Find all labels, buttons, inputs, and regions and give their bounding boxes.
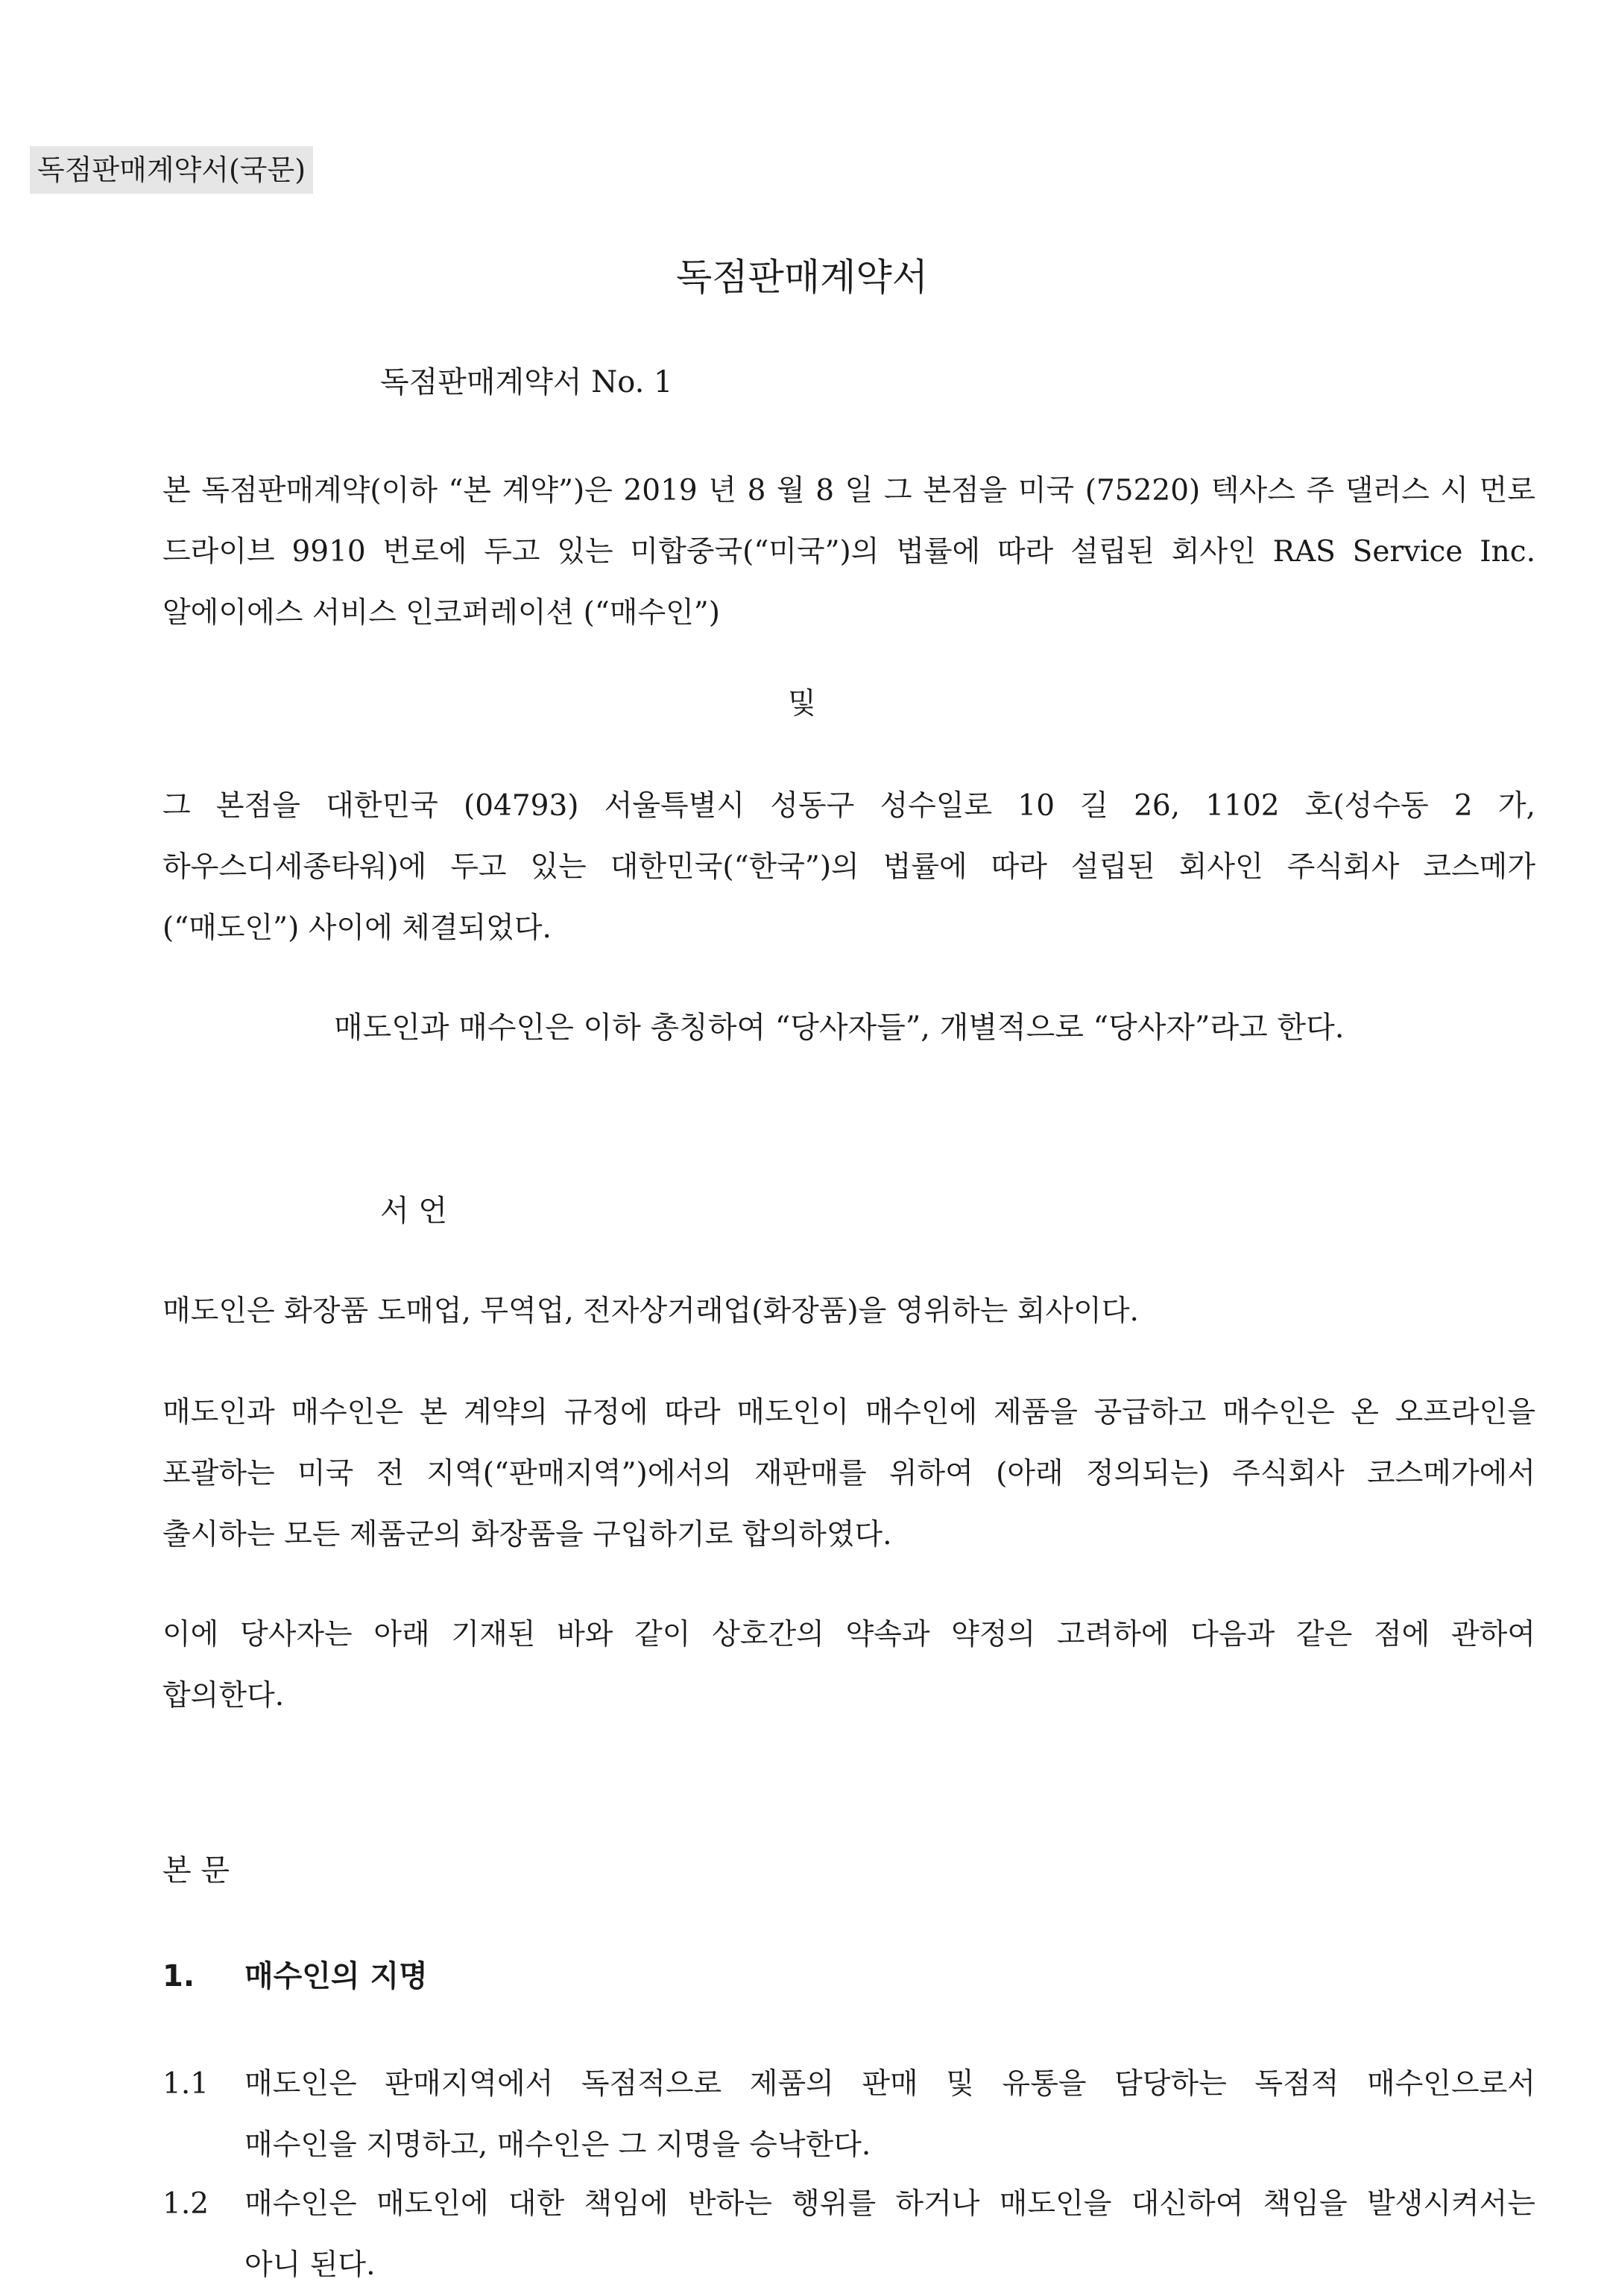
seller-paragraph <box>162 776 1535 959</box>
paragraph-line: 본 독점판매계약(이하 “본 계약”)은 2019 년 8 월 8 일 그 본점을 미국 (75220) 텍사스 주 댈러스 시 먼로 <box>162 474 1535 507</box>
paragraph-line: 매수인을 지명하고, 매수인은 그 지명을 승낙한다. <box>244 2128 871 2162</box>
paragraph-line: 아니 된다. <box>244 2248 376 2282</box>
paragraph-line: 포괄하는 미국 전 지역(“판매지역”)에서의 재판매를 위하여 (아래 정의되는) 주식회사 코스메가에서 <box>162 1457 1535 1490</box>
section-heading <box>162 1950 428 2002</box>
paragraph-line: 매도인과 매수인은 본 계약의 규정에 따라 매도인이 매수인에 제품을 공급하고 매수인은 온 오프라인을 <box>162 1396 1535 1429</box>
paragraph-line: (“매도인”) 사이에 체결되었다. <box>162 911 552 945</box>
paragraph-line: 매수인은 매도인에 대한 책임에 반하는 행위를 하거나 매도인을 대신하여 책임을 발생시켜서는 <box>244 2187 1535 2221</box>
clause-number: 1.2 <box>162 2187 209 2221</box>
preamble-paragraph <box>162 1604 1535 1727</box>
section-title: 매수인의 지명 <box>244 1959 428 1993</box>
paragraph-line: 합의한다. <box>162 1679 285 1712</box>
document-tag: 독점판매계약서(국문) <box>30 146 313 194</box>
preamble-heading: 서 언 <box>380 1194 447 1228</box>
contract-number: 독점판매계약서 No. 1 <box>380 365 673 399</box>
paragraph-line: 이에 당사자는 아래 기재된 바와 같이 상호간의 약속과 약정의 고려하에 다음과 같은 점에 관하여 <box>162 1618 1535 1651</box>
paragraph-line: 그 본점을 대한민국 (04793) 서울특별시 성동구 성수일로 10 길 26, 1102 호(성수동 2 가, <box>162 789 1535 823</box>
section-number: 1. <box>162 1959 195 1993</box>
paragraph-line: 드라이브 9910 번로에 두고 있는 미합중국(“미국”)의 법률에 따라 설립된 회사인 RAS Service Inc. <box>162 535 1535 569</box>
body-heading: 본 문 <box>162 1853 230 1888</box>
and-separator: 및 <box>788 687 816 721</box>
clause-1-1 <box>162 2054 1535 2176</box>
paragraph-line: 매도인은 판매지역에서 독점적으로 제품의 판매 및 유통을 담당하는 독점적 매수인으로서 <box>244 2067 1535 2101</box>
document-title: 독점판매계약서 <box>675 256 929 299</box>
parties-definition: 매도인과 매수인은 이하 총칭하여 “당사자들”, 개별적으로 “당사자”라고 한다. <box>334 1011 1345 1045</box>
clause-body <box>244 2054 1535 2176</box>
paragraph-line: 하우스디세종타워)에 두고 있는 대한민국(“한국”)의 법률에 따라 설립된 회사인 주식회사 코스메가 <box>162 850 1535 884</box>
preamble-paragraph <box>162 1281 1535 1342</box>
paragraph-line: 알에이에스 서비스 인코퍼레이션 (“매수인”) <box>162 596 720 630</box>
clause-number: 1.1 <box>162 2067 209 2101</box>
buyer-paragraph <box>162 461 1535 644</box>
paragraph-line: 매도인은 화장품 도매업, 무역업, 전자상거래업(화장품)을 영위하는 회사이다. <box>162 1294 1139 1328</box>
clause-body <box>244 2174 1535 2296</box>
clause-1-2 <box>162 2174 1535 2296</box>
paragraph-line: 출시하는 모든 제품군의 화장품을 구입하기로 합의하였다. <box>162 1518 892 1552</box>
preamble-paragraph <box>162 1382 1535 1566</box>
